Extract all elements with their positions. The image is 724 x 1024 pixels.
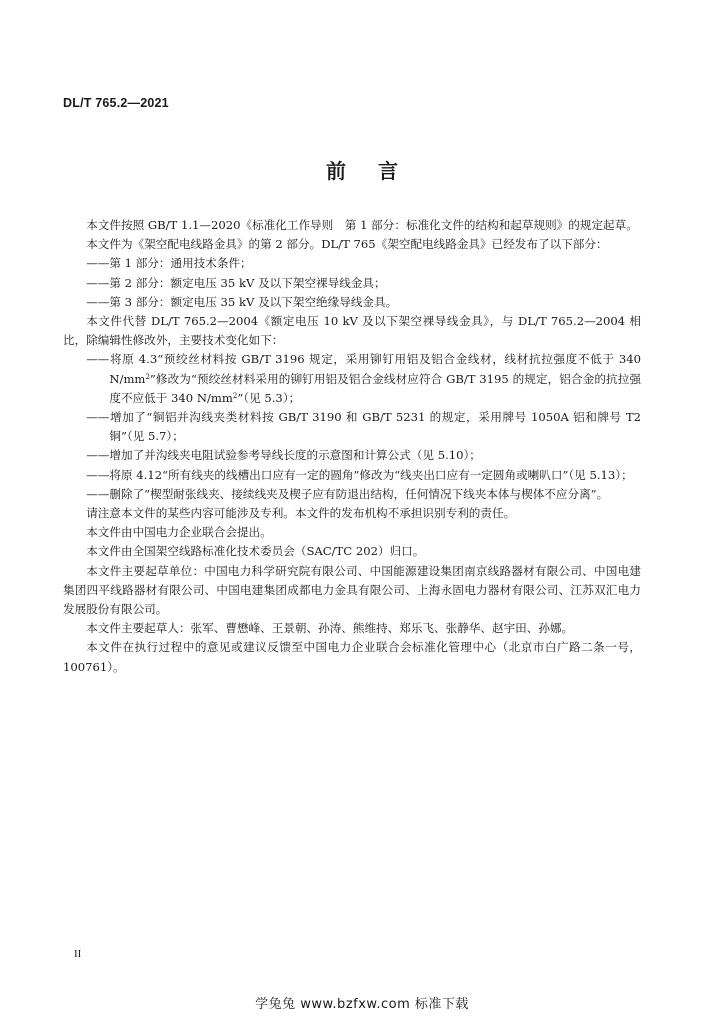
section-title: 前言	[326, 159, 430, 183]
paragraph: 本文件为《架空配电线路金具》的第 2 部分。DL/T 765《架空配电线路金具》已经发布了以下部分：	[86, 237, 608, 252]
text-run: ”（见 5.3）；	[237, 390, 301, 405]
paragraph: 本文件主要起草人：张军、曹懋峰、王景朝、孙涛、熊维持、郑乐飞、张静华、赵宇田、孙娜。	[86, 621, 574, 636]
list-item: ——将原 4.12“所有线夹的线槽出口应有一定的圆角”修改为“线夹出口应有一定圆角或喇叭口”（见 5.13）；	[86, 467, 633, 482]
list-item: ——删除了“楔型耐张线夹、接续线夹及楔子应有防退出结构，任何情况下线夹本体与楔体不应分离”。	[86, 486, 609, 501]
document-number: DL/T 765.2—2021	[63, 96, 169, 110]
page-number: II	[74, 948, 82, 960]
list-item: ——第 1 部分：通用技术条件；	[86, 256, 252, 271]
paragraph: 本文件按照 GB/T 1.1—2020《标准化工作导则 第 1 部分：标准化文件的结构和起草规则》的规定起草。	[86, 218, 638, 232]
text-run: ”修改为“预绞丝材料采用的铆钉用铝及铝合金线材应符合 GB/T 3195 的规定，铝合金的抗拉强度不应低于 340 N/mm	[109, 371, 641, 405]
paragraph: 本文件由全国架空线路标准化技术委员会（SAC/TC 202）归口。	[86, 544, 425, 559]
text-run: ——将原 4.3“预绞丝材料按 GB/T 3196 规定，采用铆钉用铝及铝合金线材，线材抗拉强度不低于 340 N/mm	[86, 352, 641, 386]
list-item: ——第 3 部分：额定电压 35 kV 及以下架空绝缘导线金具。	[86, 294, 398, 309]
foreword-body	[63, 216, 641, 677]
list-item	[63, 350, 641, 408]
paragraph: 本文件代替 DL/T 765.2—2004《额定电压 10 kV 及以下架空裸导线金具》，与 DL/T 765.2—2004 相比，除编辑性修改外，主要技术变化如下：	[63, 314, 641, 348]
list-item: ——增加了并沟线夹电阻试验参考导线长度的示意图和计算公式（见 5.10）；	[86, 448, 481, 463]
paragraph: 本文件主要起草单位：中国电力科学研究院有限公司、中国能源建设集团南京线路器材有限公司、中国电建集团四平线路器材有限公司、中国电建集团成都电力金具有限公司、上海永固电力器材有限公司、江苏双汇电力发展股份有限公司。	[63, 563, 641, 617]
superscript: 2	[145, 372, 150, 381]
list-item: ——增加了“铜铝并沟线夹类材料按 GB/T 3190 和 GB/T 5231 的规定，采用牌号 1050A 铝和牌号 T2 铜”（见 5.7）；	[86, 410, 641, 444]
superscript: 2	[232, 391, 238, 400]
watermark-footer: 学兔兔 www.bzfxw.com 标准下载	[255, 997, 469, 1012]
paragraph: 本文件在执行过程中的意见或建议反馈至中国电力企业联合会标准化管理中心（北京市白广路二条一号，100761）。	[63, 640, 641, 674]
paragraph: 请注意本文件的某些内容可能涉及专利。本文件的发布机构不承担识别专利的责任。	[86, 506, 516, 521]
list-item: ——第 2 部分：额定电压 35 kV 及以下架空裸导线金具；	[86, 275, 386, 290]
paragraph: 本文件由中国电力企业联合会提出。	[86, 525, 272, 540]
